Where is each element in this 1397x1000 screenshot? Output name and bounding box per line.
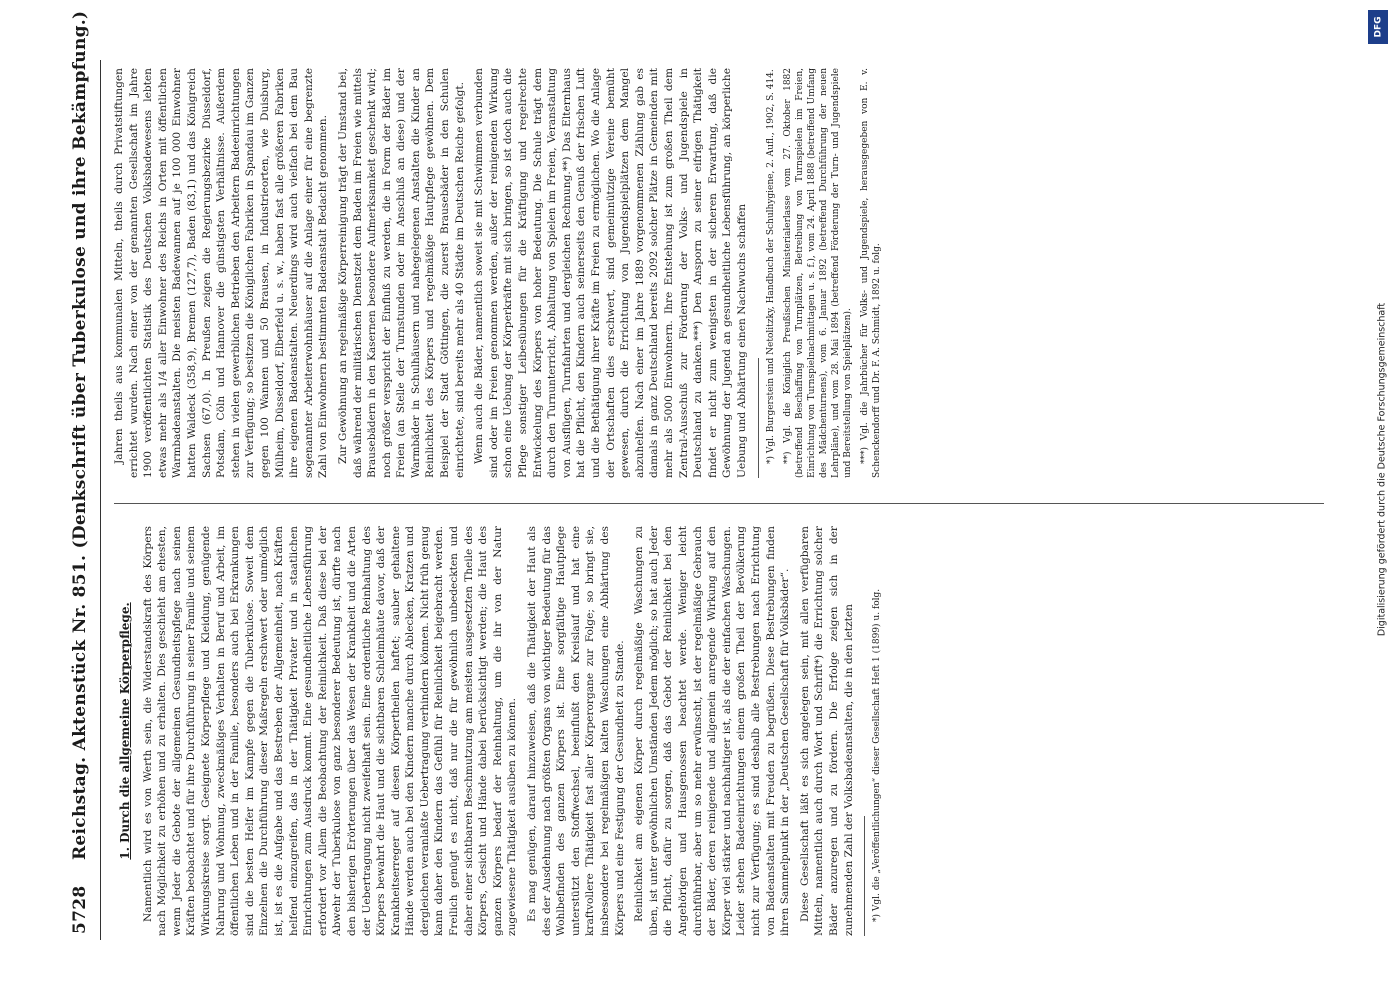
footnote: *) Vgl. Burgerstein und Netolitzky, Handbuch der Schulhygiene, 2. Aufl., 1902, S. 414. xyxy=(765,69,776,464)
paragraph: Zur Gewöhnung an regelmäßige Körperreinigung trägt der Umstand bei, daß während der militärischen Dienstzeit dem Baden im Freien wie mittels Brausebädern in den Kasernen besondere Aufmerksamkeit geschenkt wird; noch größer verspricht der Einfluß zu werden, die in Form der Bäder im Freien (an Stelle der Turnstunden oder im Anschluß an diese) und der Warmbäder in Schulhäusern und nahegelegenen Anstalten die Kinder an Reinlichkeit des Körpers und regelmäßige Hautpflege gewöhnen. Dem Beispiel der Stadt Göttingen, die zuerst Brausebäder in den Schulen einrichtete, sind bereits mehr als 40 Städte im Deutschen Reiche gefolgt. xyxy=(336,68,466,478)
footnote: ***) Vgl. die Jahrbücher für Volks- und Jugendspiele, herausgegeben von E. v. Schenckendorff und Dr. F. A. Schmidt, 1892 u. folg. xyxy=(859,68,882,478)
paragraph: Jahren theils aus kommunalen Mitteln, theils durch Privatstiftungen errichtet wurden. Nach einer von der genannten Gesellschaft im Jahre 1900 veröffentlichten Statistik des Deutschen Volksbadewesens lebten etwas mehr als 1/4 aller Einwohner des Reichs in Orten mit öffentlichen Warmbadeanstalten. Die meisten Badewannen auf je 100 000 Einwohner hatten Waldeck (358,9), Bremen (127,7), Baden (83,1) und das Königreich Sachsen (67,0). In Preußen zeigen die Regierungsbezirke Düsseldorf, Potsdam, Cöln und Hannover die günstigsten Verhältnisse. Außerdem stehen in vielen gewerblichen Betrieben den Arbeitern Badeeinrichtungen zur Verfügung; so besitzen die Königlichen Fabriken in Spandau im Ganzen gegen 100 Wannen und 50 Brausen, in Industrieorten, wie Duisburg, Mülheim, Düsseldorf, Elberfeld u. s. w., haben fast alle größeren Fabriken ihre eigenen Badeanstalten. Neuerdings wird auch vielfach bei dem Bau sogenannter Arbeiterwohnhäuser auf die Anlage einer für eine begrenzte Zahl von Einwohnern bestimmten Badeanstalt Bedacht genommen. xyxy=(113,68,330,478)
footnote: **) Vgl. die Königlich Preußischen Ministerialerlasse vom 27. Oktober 1882 (betreffend Beschaffung von Turnplätzen, Betreibung von Turnspielen im Freien, Einrichtung von Turnspielnachmittagen u. s. f.), vom 24. April 1888 (betreffend Umfang des Mädchenturnens), vom 6. Januar 1892 (betreffend Durchführung der neuen Lehrpläne), und vom 28. Mai 1894 (betreffend Förderung der Turn- und Jugendspiele und Bereitstellung von Spielplätzen). xyxy=(782,68,853,478)
digitization-credit: Digitalisierung gefördert durch die Deutsche Forschungsgemeinschaft xyxy=(1376,302,1388,637)
footnote-divider xyxy=(758,358,759,478)
footnote-divider xyxy=(864,816,865,936)
left-column xyxy=(112,526,1328,936)
page-number: 5728 xyxy=(70,885,90,934)
page-title: Reichstag. Aktenstück Nr. 851. (Denkschrift über Tuberkulose und ihre Bekämpfung.) xyxy=(70,10,90,860)
footnote: *) Vgl. die „Veröffentlichungen“ dieser Gesellschaft Heft 1 (1899) u. folg. xyxy=(872,588,883,922)
column-divider xyxy=(114,503,1324,504)
section-title: 1. Durch die allgemeine Körperpflege. xyxy=(118,602,132,860)
dfg-logo-icon xyxy=(1368,10,1388,44)
digitization-sidebar xyxy=(1362,4,1394,994)
right-column xyxy=(112,68,1328,478)
page-header xyxy=(58,10,101,940)
paragraph: Wenn auch die Bäder, namentlich soweit sie mit Schwimmen verbunden sind oder im Freien genommen werden, außer der reinigenden Wirkung schon eine Uebung der Körperkräfte mit sich bringen, so ist doch auch die Pflege sonstiger Leibesübungen für die Kräftigung und regelrechte Entwickelung des Körpers von hoher Bedeutung. Die Schule trägt dem durch den Turnunterricht, Abhaltung von Spielen im Freien, Veranstaltung von Ausflügen, Turnfahrten und dergleichen Rechnung.**) Das Elternhaus hat die Pflicht, den Kindern auch seinerseits den Genuß der frischen Luft und die Bethätigung ihrer Kräfte im Freien zu ermöglichen. Wo die Anlage der Ortschaften dies erschwert, sind gemeinnützige Vereine bemüht gewesen, durch die Errichtung von Jugendspielplätzen dem Mangel abzuhelfen. Nach einer im Jahre 1889 vorgenommenen Zählung gab es damals in ganz Deutschland bereits 2092 solcher Plätze in Gemeinden mit mehr als 5000 Einwohnern. Ihre Entstehung ist zum großen Theil dem Zentral-Ausschuß zur Förderung der Volks- und Jugendspiele in Deutschland zu danken.***) Den Ansporn zu seiner eifrigen Thätigkeit findet er nicht zum wenigsten in der sicheren Erwartung, daß die Gewöhnung der Jugend an gesundheitliche Lebensführung, an körperliche Uebung und Abhärtung einen Nachwuchs schaffen xyxy=(473,68,748,478)
paragraph: Reinlichkeit am eigenen Körper durch regelmäßige Waschungen zu üben, ist unter gewöhnlichen Umständen Jedem möglich; so hat auch Jeder die Pflicht, dafür zu sorgen, daß das Gebot der Reinlichkeit bei den Angehörigen und Hausgenossen beachtet werde. Weniger leicht durchführbar, aber um so mehr erwünscht, ist der regelmäßige Gebrauch der Bäder, deren reinigende und allgemein anregende Wirkung auf den Körper viel stärker und nachhaltiger ist, als die der einfachen Waschungen. Leider stehen Badeeinrichtungen einem großen Theil der Bevölkerung nicht zur Verfügung; es sind deshalb alle Bestrebungen nach Errichtung von Badeanstalten mit Freuden zu begrüßen. Diese Bestrebungen finden ihren Sammelpunkt in der „Deutschen Gesellschaft für Volksbäder“. xyxy=(633,526,792,936)
dfg-logo-text: DFG xyxy=(1373,16,1384,38)
paragraph: Es mag genügen, darauf hinzuweisen, daß die Thätigkeit der Haut als des der Ausdehnung nach größten Organs von wichtiger Bedeutung für das Wohlbefinden des ganzen Körpers ist. Eine sorgfältige Hautpflege unterstützt den Stoffwechsel, beeinflußt den Kreislauf und hat eine kraftvollere Thätigkeit fast aller Körperorgane zur Folge; so bringt sie, insbesondere bei regelmäßigen kalten Waschungen eine Abhärtung des Körpers und eine Festigung der Gesundheit zu Stande. xyxy=(526,526,626,936)
paragraph: Diese Gesellschaft läßt es sich angelegen sein, mit allen verfügbaren Mitteln, namentlich auch durch Wort und Schrift*) die Errichtung solcher Bäder anzuregen und zu fördern. Die Erfolge zeigen sich in der zunehmenden Zahl der Volksbadeanstalten, die in den letzten xyxy=(798,526,855,936)
paragraph: Namentlich wird es von Werth sein, die Widerstandskraft des Körpers nach Möglichkeit zu erhöhen und zu erhalten. Dies geschieht am ehesten, wenn Jeder die Gebote der allgemeinen Gesundheitspflege nach seinen Kräften beobachtet und für ihre Durchführung in seiner Familie und seinem Wirkungskreise sorgt. Geeignete Körperpflege und Kleidung, genügende Nahrung und Wohnung, zweckmäßiges Verhalten in Beruf und Arbeit, im öffentlichen Leben und in der Familie, besonders auch bei Erkrankungen sind die besten Helfer im Kampfe gegen die Tuberkulose. Soweit dem Einzelnen die Durchführung dieser Maßregeln erschwert oder unmöglich ist, ist es die Aufgabe und das Bestreben der Allgemeinheit, nach Kräften helfend einzugreifen, das in der Thätigkeit Privater und in staatlichen Einrichtungen zum Ausdruck kommt. Eine gesundheitliche Lebensführung erfordert vor Allem die Beobachtung der Reinlichkeit. Daß diese bei der Abwehr der Tuberkulose von ganz besonderer Bedeutung ist, dürfte nach den bisherigen Erörterungen über das Wesen der Krankheit und die Arten der Uebertragung nicht zweifelhaft sein. Eine ordentliche Reinhaltung des Körpers bewahrt die Haut und die sichtbaren Schleimhäute davor, daß der Krankheitserreger auf diesen Körpertheilen haftet; sauber gehaltene Hände werden auch bei den Kindern manche durch Ablecken, Kratzen und dergleichen veranlaßte Uebertragung verhindern können. Nicht früh genug kann daher den Kindern das Gefühl für Reinlichkeit beigebracht werden. Freilich genügt es nicht, daß nur die für gewöhnlich unbedeckten und daher einer sichtbaren Beschmutzung am meisten ausgesetzten Theile des Körpers, Gesicht und Hände dabei berücksichtigt werden; die Haut des ganzen Körpers bedarf der Reinhaltung, um die ihr von der Natur zugewiesene Thätigkeit ausüben zu können. xyxy=(141,526,519,936)
rotated-page-content xyxy=(58,10,1338,940)
